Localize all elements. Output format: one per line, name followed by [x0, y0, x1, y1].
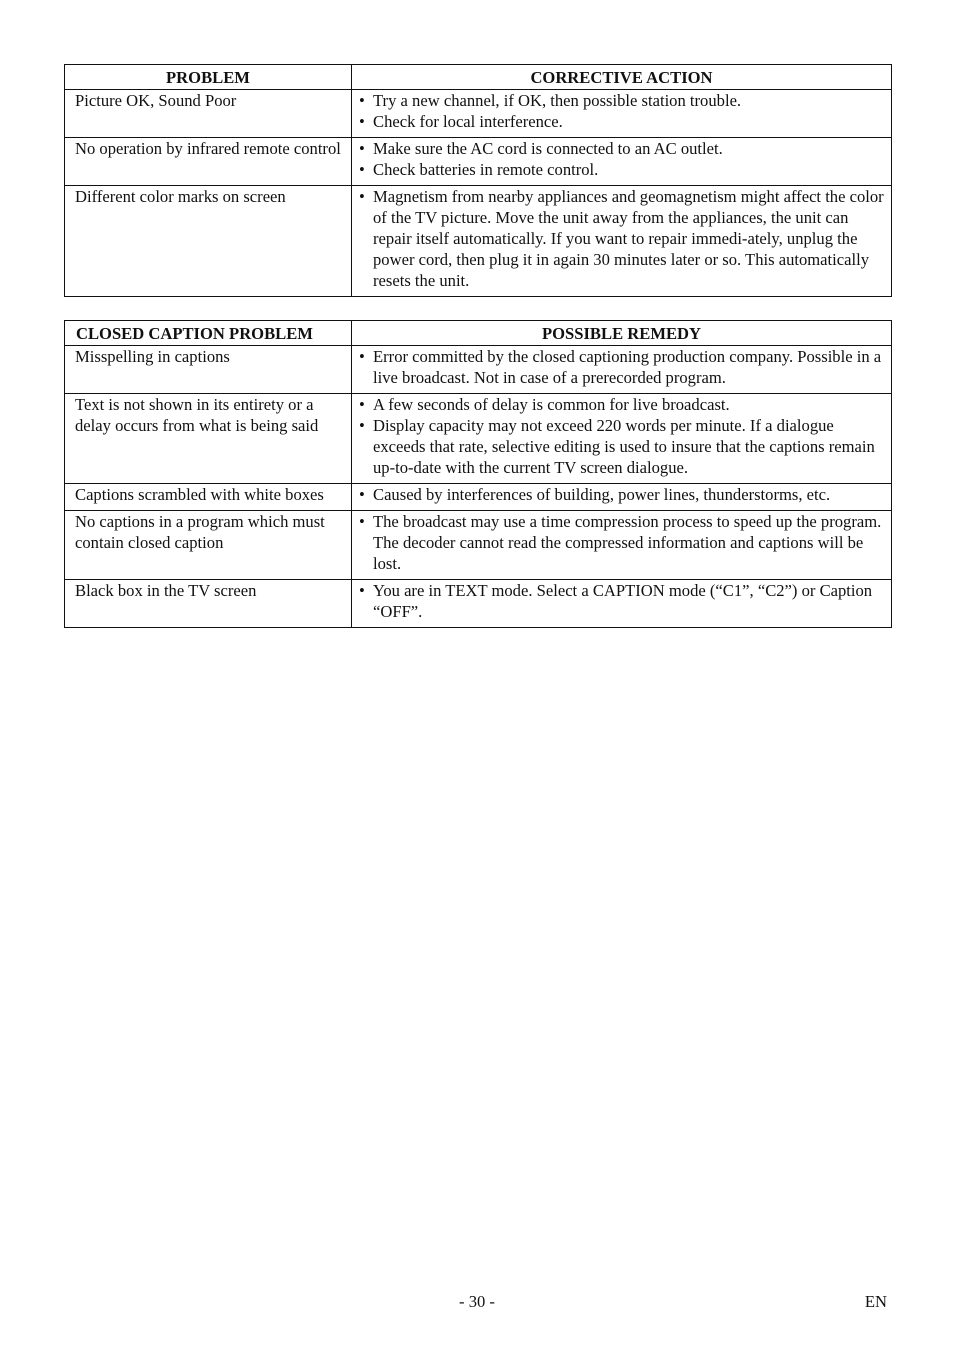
action-item: • Try a new channel, if OK, then possible station trouble.	[359, 90, 890, 111]
action-item: • Magnetism from nearby appliances and geomagnetism might affect the color of the TV picture. Move the unit away from the appliances, the unit can repair itself automatically. If you want to repair immedi-ately, unplug the power cord, then plug it in again 30 minutes later or so. This automatically resets the unit.	[359, 186, 890, 291]
table-header-row	[65, 321, 892, 346]
action-list	[359, 138, 890, 180]
table-row	[65, 186, 892, 297]
action-item: • Caused by interferences of building, power lines, thunderstorms, etc.	[359, 484, 890, 505]
column-header-problem: PROBLEM	[65, 65, 352, 90]
problem-text: No captions in a program which must contain closed caption	[75, 512, 325, 552]
problem-cell	[65, 484, 352, 511]
action-list	[359, 90, 890, 132]
action-cell	[352, 511, 892, 580]
problem-text: Text is not shown in its entirety or a delay occurs from what is being said	[75, 395, 319, 435]
action-item: • You are in TEXT mode. Select a CAPTION mode (“C1”, “C2”) or Caption “OFF”.	[359, 580, 890, 622]
table-row	[65, 90, 892, 138]
table-header-row	[65, 65, 892, 90]
action-item: • Error committed by the closed captioning production company. Possible in a live broadcast. Not in case of a prerecorded program.	[359, 346, 890, 388]
action-item: • The broadcast may use a time compression process to speed up the program. The decoder cannot read the compressed information and captions will be lost.	[359, 511, 890, 574]
page-number: - 30 -	[459, 1292, 495, 1311]
action-cell	[352, 580, 892, 628]
problem-cell	[65, 394, 352, 484]
problem-cell	[65, 580, 352, 628]
problem-text: Black box in the TV screen	[75, 581, 257, 600]
action-item: • A few seconds of delay is common for live broadcast.	[359, 394, 890, 415]
table-row	[65, 394, 892, 484]
table-row	[65, 484, 892, 511]
problem-text: No operation by infrared remote control	[75, 139, 341, 158]
action-list	[359, 484, 890, 505]
language-code: EN	[864, 1292, 887, 1311]
problem-cell	[65, 346, 352, 394]
action-cell	[352, 346, 892, 394]
table-row	[65, 346, 892, 394]
action-list	[359, 580, 890, 622]
action-item: • Check for local interference.	[359, 111, 890, 132]
column-header-closed-caption-problem: CLOSED CAPTION PROBLEM	[65, 321, 352, 346]
closed-caption-table	[64, 320, 892, 628]
column-header-possible-remedy: POSSIBLE REMEDY	[352, 321, 892, 346]
problem-cell	[65, 186, 352, 297]
action-cell	[352, 394, 892, 484]
action-cell	[352, 186, 892, 297]
action-item: • Make sure the AC cord is connected to an AC outlet.	[359, 138, 890, 159]
problem-cell	[65, 511, 352, 580]
troubleshooting-table	[64, 64, 892, 297]
column-header-corrective-action: CORRECTIVE ACTION	[352, 65, 892, 90]
action-cell	[352, 90, 892, 138]
action-list	[359, 511, 890, 574]
action-list	[359, 346, 890, 388]
problem-text: Picture OK, Sound Poor	[75, 91, 237, 110]
table-row	[65, 580, 892, 628]
problem-text: Misspelling in captions	[75, 347, 230, 366]
table-row	[65, 138, 892, 186]
action-cell	[352, 138, 892, 186]
problem-text: Different color marks on screen	[75, 187, 286, 206]
problem-cell	[65, 90, 352, 138]
action-cell	[352, 484, 892, 511]
action-item: • Display capacity may not exceed 220 words per minute. If a dialogue exceeds that rate, selective editing is used to insure that the captions remain up-to-date with the current TV screen dialogue.	[359, 415, 890, 478]
problem-cell	[65, 138, 352, 186]
table-row	[65, 511, 892, 580]
action-list	[359, 186, 890, 291]
problem-text: Captions scrambled with white boxes	[75, 485, 324, 504]
action-item: • Check batteries in remote control.	[359, 159, 890, 180]
action-list	[359, 394, 890, 478]
